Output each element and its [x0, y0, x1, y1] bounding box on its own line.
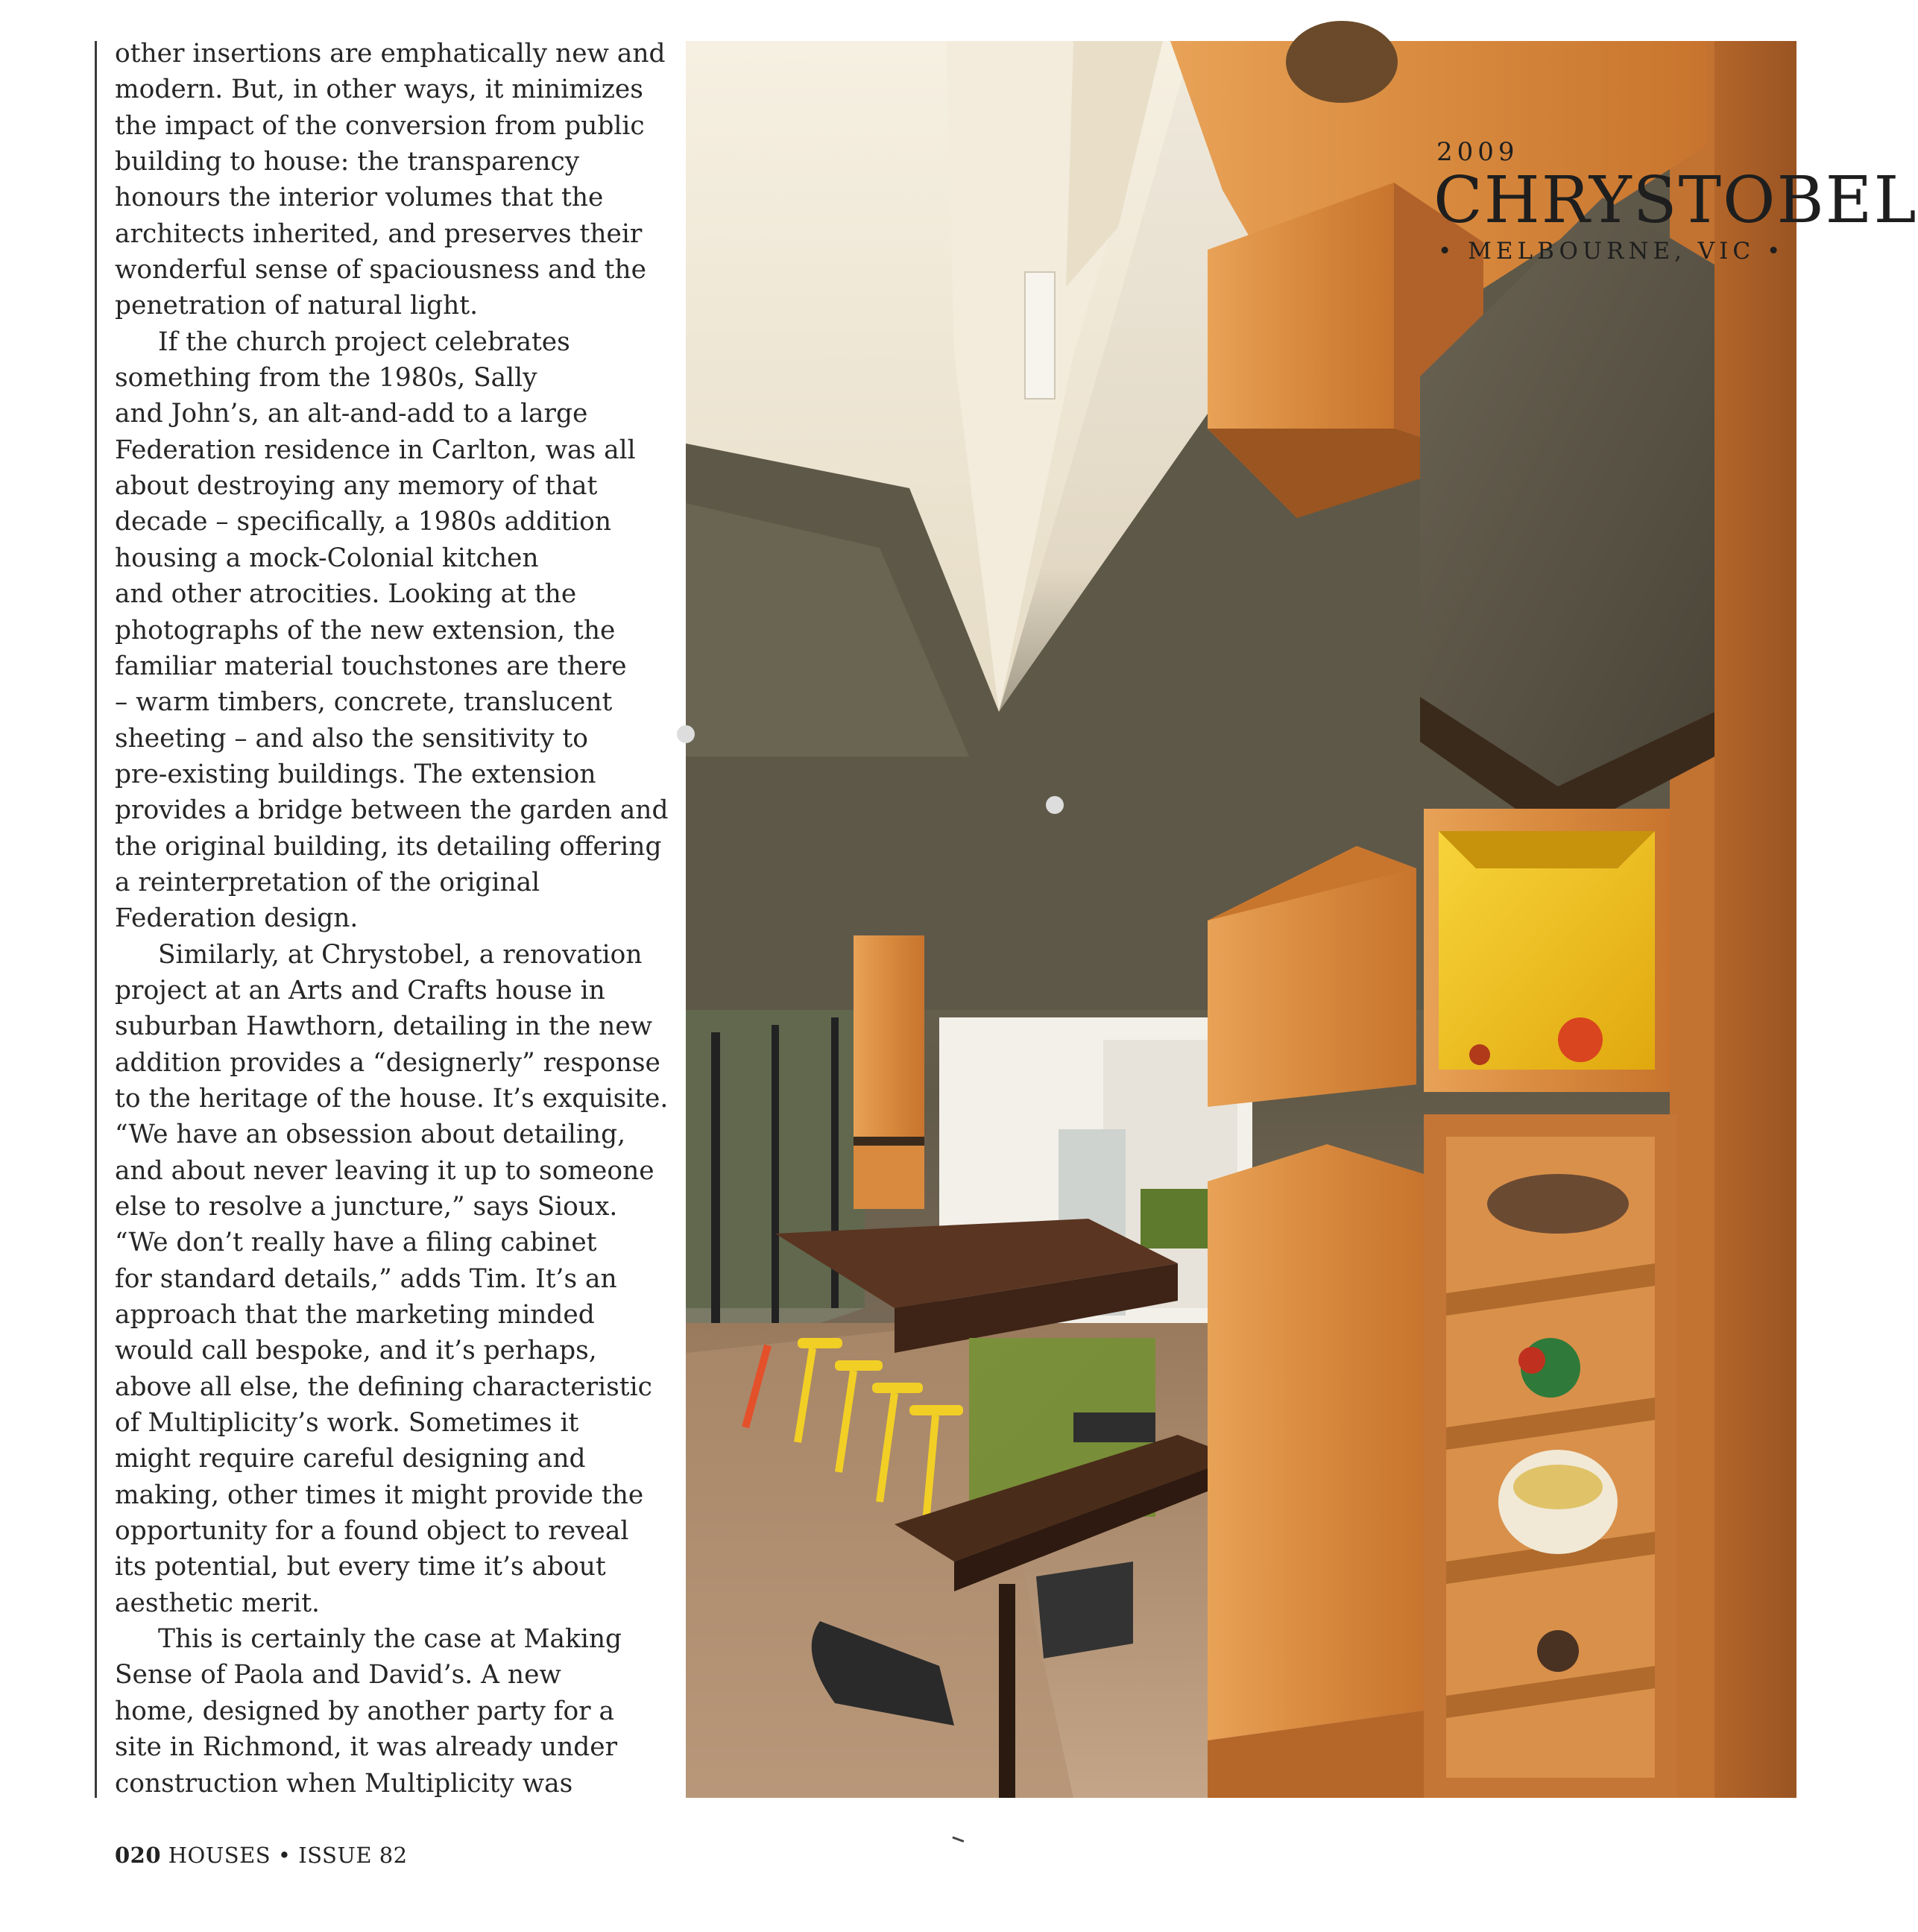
project-title: CHRYSTOBEL — [1433, 163, 1918, 238]
article-line: familiar material touchstones are there — [115, 651, 627, 681]
article-line: suburban Hawthorn, detailing in the new — [115, 1011, 653, 1042]
article-line: If the church project celebrates — [158, 326, 570, 357]
article-line: site in Richmond, it was already under — [115, 1732, 618, 1763]
article-line: approach that the marketing minded — [115, 1300, 595, 1330]
article-line: Federation design. — [115, 903, 359, 934]
photo-caption — [1433, 137, 1918, 266]
article-line: about destroying any memory of that — [115, 471, 598, 502]
article-line: above all else, the defining characteristic — [115, 1371, 652, 1402]
article-line: This is certainly the case at Making — [158, 1624, 622, 1655]
article-line: Federation residence in Carlton, was all — [115, 435, 636, 465]
article-line: a reinterpretation of the original — [115, 867, 540, 897]
article-line: “We don’t really have a filing cabinet — [115, 1228, 597, 1258]
article-line: “We have an obsession about detailing, — [115, 1120, 626, 1150]
scan-mark — [950, 1837, 965, 1849]
article-line: other insertions are emphatically new and — [115, 39, 666, 69]
article-line: the original building, its detailing offering — [115, 831, 662, 862]
project-location: • MELBOURNE, VIC • — [1438, 238, 1785, 265]
article-line: its potential, but every time it’s about — [115, 1552, 606, 1582]
article-line: for standard details,” adds Tim. It’s an — [115, 1263, 617, 1294]
project-year: 2009 — [1436, 137, 1519, 167]
article-line: to the heritage of the house. It’s exquisite. — [115, 1083, 669, 1114]
article-line: something from the 1980s, Sally — [115, 363, 537, 394]
article-line: honours the interior volumes that the — [115, 183, 604, 213]
interior-photograph — [686, 41, 1918, 1798]
article-line: – warm timbers, concrete, translucent — [115, 687, 613, 718]
article-line: penetration of natural light. — [115, 291, 479, 321]
article-line: opportunity for a found object to reveal — [115, 1516, 629, 1547]
article-line: else to resolve a juncture,” says Sioux. — [115, 1192, 618, 1222]
kitchen-interior-illustration — [686, 41, 1796, 1798]
article-line: Similarly, at Chrystobel, a renovation — [158, 939, 643, 970]
article-line: architects inherited, and preserves their — [115, 218, 643, 249]
article-line: provides a bridge between the garden and — [115, 795, 669, 826]
article-body — [115, 36, 669, 1802]
article-line: home, designed by another party for a — [115, 1696, 615, 1726]
article-line: wonderful sense of spaciousness and the — [115, 255, 646, 285]
article-line: decade – specifically, a 1980s addition — [115, 507, 611, 537]
article-line: and John’s, an alt-and-add to a large — [115, 399, 588, 429]
page-number: 020 — [115, 1843, 162, 1868]
column-rule — [95, 41, 97, 1798]
article-line: sheeting – and also the sensitivity to — [115, 723, 588, 754]
article-line: of Multiplicity’s work. Sometimes it — [115, 1408, 579, 1439]
article-line: project at an Arts and Crafts house in — [115, 975, 605, 1006]
article-line: might require careful designing and — [115, 1444, 586, 1474]
article-line: Sense of Paola and David’s. A new — [115, 1660, 561, 1690]
article-line: housing a mock-Colonial kitchen — [115, 543, 539, 573]
article-line: the impact of the conversion from public — [115, 110, 645, 141]
article-line: pre-existing buildings. The extension — [115, 759, 596, 789]
article-line: photographs of the new extension, the — [115, 615, 616, 645]
article-line: aesthetic merit. — [115, 1588, 320, 1618]
article-line: would call bespoke, and it’s perhaps, — [115, 1336, 597, 1366]
article-line: modern. But, in other ways, it minimizes — [115, 75, 643, 105]
article-line: construction when Multiplicity was — [115, 1768, 573, 1799]
magazine-issue: HOUSES • ISSUE 82 — [168, 1843, 408, 1868]
article-line: making, other times it might provide the — [115, 1480, 644, 1510]
article-line: addition provides a “designerly” response — [115, 1047, 660, 1078]
article-line: and other atrocities. Looking at the — [115, 579, 577, 610]
article-line: building to house: the transparency — [115, 147, 580, 177]
article-line: and about never leaving it up to someone — [115, 1155, 654, 1186]
page-footer — [115, 1843, 408, 1868]
